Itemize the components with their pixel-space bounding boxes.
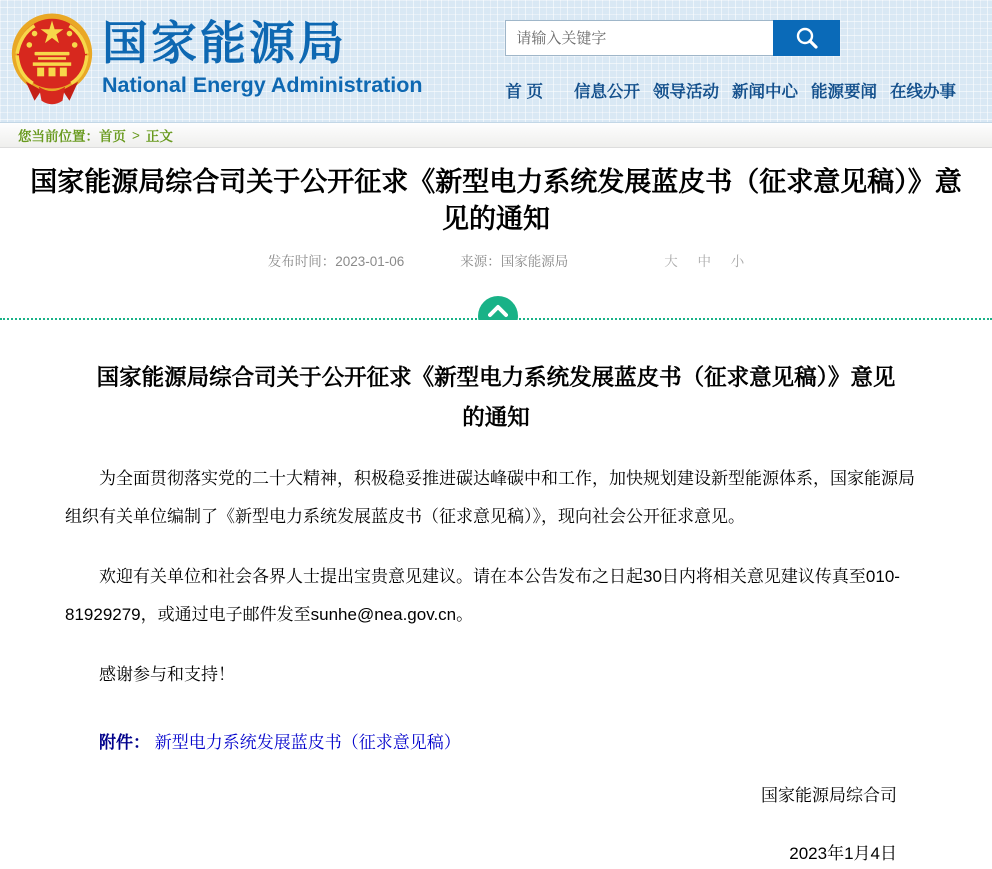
- signature-organization: 国家能源局综合司: [761, 786, 897, 805]
- attachment-row: [65, 728, 927, 753]
- signature-block: [65, 781, 927, 869]
- font-size-large-button[interactable]: 大: [664, 254, 678, 269]
- paragraph-1: 为全面贯彻落实党的二十大精神，积极稳妥推进碳达峰碳中和工作，加快规划建设新型能源体系，国家能源局组织有关单位编制了《新型电力系统发展蓝皮书（征求意见稿）》，现向社会公开征求意见。: [65, 469, 915, 526]
- font-size-medium-button[interactable]: 中: [697, 254, 712, 269]
- nav-item-home[interactable]: 首 页: [505, 83, 543, 101]
- article-source: 来源：国家能源局: [460, 254, 569, 269]
- site-title-chinese: 国家能源局: [102, 17, 347, 69]
- site-title-english: National Energy Administration: [102, 73, 423, 97]
- search-input[interactable]: [505, 20, 773, 56]
- site-header: [0, 0, 992, 122]
- breadcrumb-home-link[interactable]: 首页: [99, 129, 126, 144]
- nav-item-leader-activities[interactable]: 领导活动: [653, 83, 719, 101]
- breadcrumb: [0, 122, 992, 148]
- signature-date: 2023年1月4日: [789, 844, 897, 863]
- breadcrumb-separator: >: [132, 127, 140, 143]
- nav-item-energy-news[interactable]: 能源要闻: [811, 83, 877, 101]
- search-bar: [505, 20, 956, 56]
- article-meta: [0, 250, 992, 270]
- article-divider: [0, 296, 992, 320]
- breadcrumb-prefix: 您当前位置：: [18, 129, 99, 144]
- nav-item-info-disclosure[interactable]: 信息公开: [574, 83, 640, 101]
- paragraph-3: 感谢参与和支持！: [99, 665, 235, 684]
- national-emblem-logo: [8, 10, 96, 106]
- font-size-controls: [656, 250, 752, 270]
- nav-item-online-services[interactable]: 在线办事: [890, 83, 956, 101]
- paragraph-2: 欢迎有关单位和社会各界人士提出宝贵意见建议。请在本公告发布之日起30日内将相关意见建议传真至010-81929279，或通过电子邮件发至sunhe@nea.gov.cn。: [65, 567, 900, 624]
- nav-item-news-center[interactable]: 新闻中心: [732, 83, 798, 101]
- attachment-link[interactable]: 新型电力系统发展蓝皮书（征求意见稿）: [154, 733, 461, 752]
- breadcrumb-current: 正文: [145, 129, 173, 144]
- font-size-small-button[interactable]: 小: [730, 254, 745, 269]
- magnifier-icon: [794, 25, 820, 51]
- article-body: [0, 358, 992, 869]
- article-body-title: 国家能源局综合司关于公开征求《新型电力系统发展蓝皮书（征求意见稿）》意见的通知: [96, 365, 896, 430]
- publish-date: 发布时间：2023-01-06: [267, 254, 405, 269]
- main-navigation: [505, 78, 956, 102]
- collapse-button[interactable]: [476, 296, 520, 320]
- chevron-up-icon: [488, 304, 508, 318]
- search-button[interactable]: [773, 20, 840, 56]
- attachment-label: 附件：: [99, 733, 150, 752]
- page-title: 国家能源局综合司关于公开征求《新型电力系统发展蓝皮书（征求意见稿）》意见的通知: [30, 167, 962, 234]
